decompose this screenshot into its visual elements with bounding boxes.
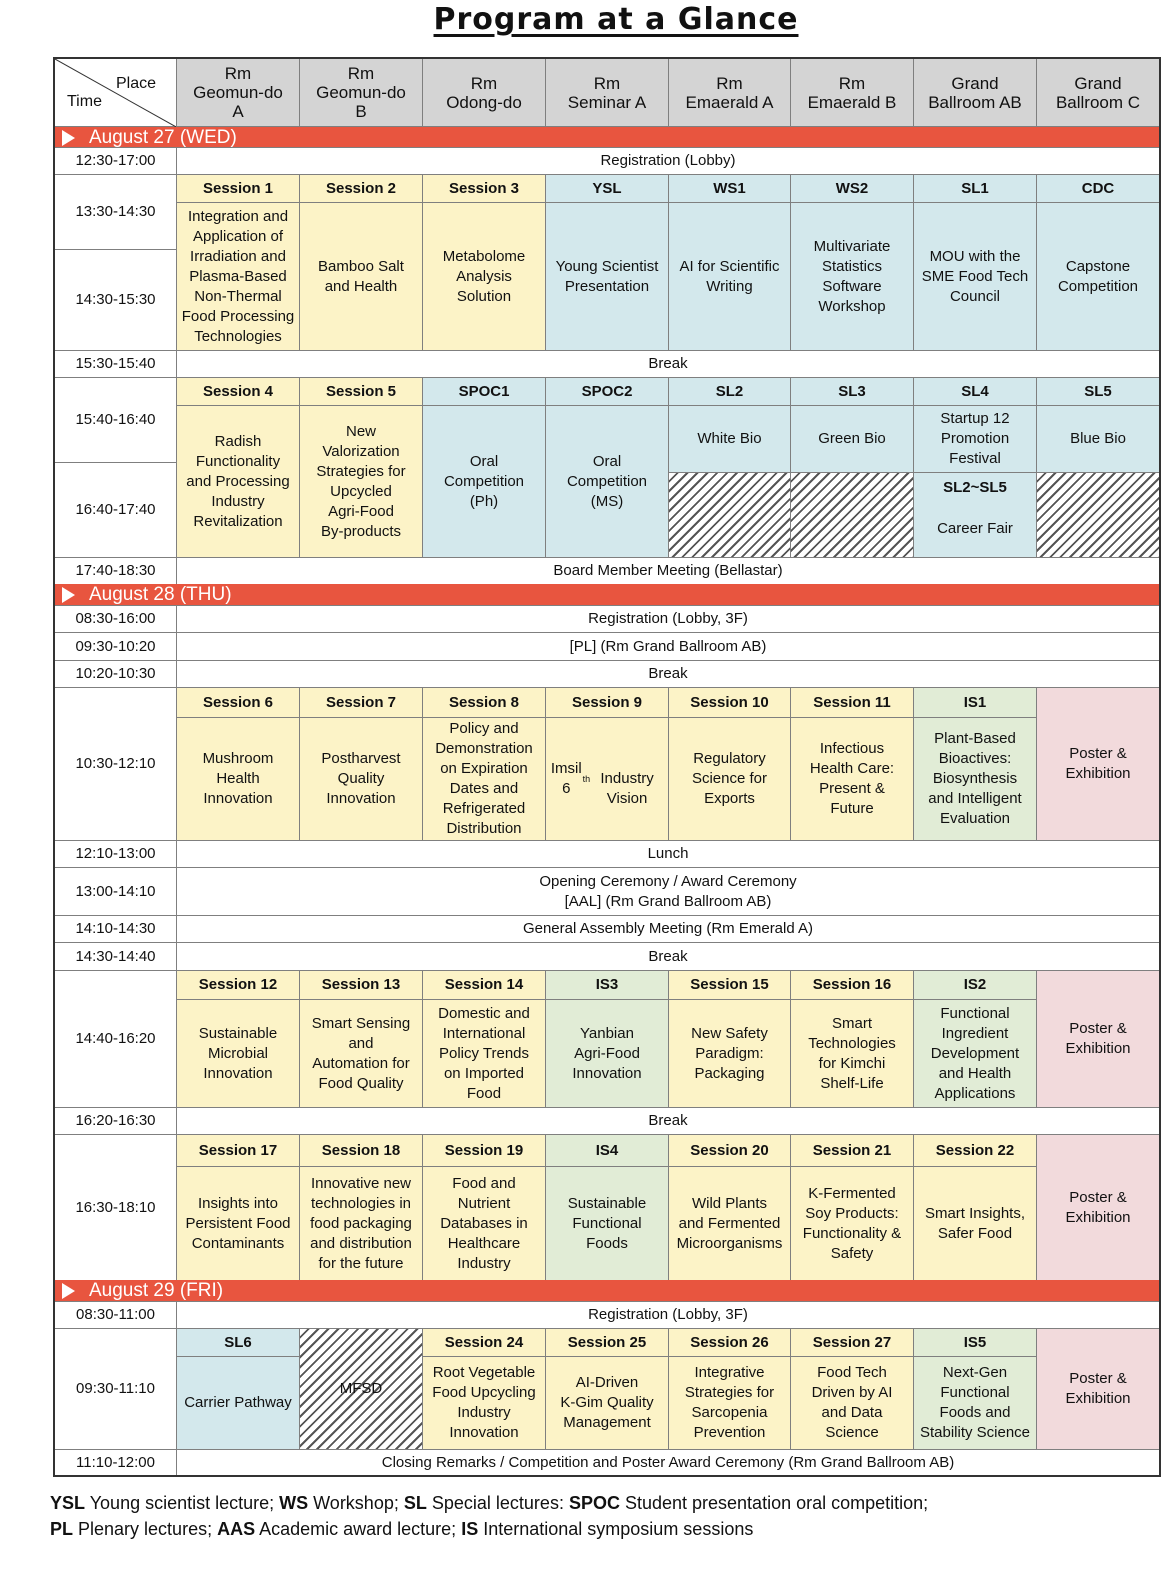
time-cell: 08:30-16:00	[54, 605, 177, 633]
legend-text: International symposium sessions	[478, 1519, 754, 1539]
session-title: Policy and Demonstration on Expiration Dates and Refrigerated Distribution	[422, 717, 546, 841]
session-title: White Bio	[668, 405, 791, 473]
session-title: Carrier Pathway	[176, 1356, 300, 1450]
poster-cell: Poster & Exhibition	[1036, 687, 1160, 841]
session-code: Session 19	[422, 1134, 546, 1167]
opening-ceremony-row: Opening Ceremony / Award Ceremony [AAL] (Rm Grand Ballroom AB)	[176, 867, 1160, 916]
session-code: Session 16	[790, 970, 914, 1000]
break-row: Break	[176, 1107, 1160, 1135]
session-code: Session 18	[299, 1134, 423, 1167]
room-header: Grand Ballroom AB	[913, 58, 1037, 127]
poster-cell: Poster & Exhibition	[1036, 1328, 1160, 1450]
session-title: Imsil 6 th Industry Vision	[545, 717, 669, 841]
session-code: IS1	[913, 687, 1037, 718]
room-header: Rm Emaerald A	[668, 58, 791, 127]
session-code: Session 6	[176, 687, 300, 718]
session-code: Session 26	[668, 1328, 791, 1357]
time-cell: 16:30-18:10	[54, 1134, 177, 1281]
break-row: Break	[176, 942, 1160, 971]
day-bar	[54, 127, 1160, 148]
session-title: Sustainable Microbial Innovation	[176, 999, 300, 1108]
time-cell: 10:20-10:30	[54, 660, 177, 688]
hatched-empty	[790, 472, 914, 558]
session-code: SPOC1	[422, 377, 546, 406]
session-code: Session 17	[176, 1134, 300, 1167]
legend-abbr: YSL	[50, 1493, 86, 1513]
page-title: Program at a Glance	[433, 2, 799, 37]
session-title: New Safety Paradigm: Packaging	[668, 999, 791, 1108]
session-title: Oral Competition (MS)	[545, 405, 669, 558]
session-code: Session 20	[668, 1134, 791, 1167]
session-title: Radish Functionality and Processing Industry Revitalization	[176, 405, 300, 558]
poster-cell: Poster & Exhibition	[1036, 970, 1160, 1108]
legend-line-1	[50, 1490, 928, 1516]
legend-abbr: WS	[279, 1493, 309, 1513]
hatched-mfsd: MFSD	[299, 1328, 423, 1450]
session-code: Session 2	[299, 174, 423, 203]
session-code: SPOC2	[545, 377, 669, 406]
session-title: Startup 12 Promotion Festival	[913, 405, 1037, 473]
time-cell: 15:30-15:40	[54, 350, 177, 378]
legend-abbr: AAS	[217, 1519, 256, 1539]
time-cell: 14:10-14:30	[54, 915, 177, 943]
break-row: Break	[176, 350, 1160, 378]
legend-abbr: SL	[403, 1493, 427, 1513]
session-title: Metabolome Analysis Solution	[422, 202, 546, 351]
session-title: Food and Nutrient Databases in Healthcare Industry	[422, 1166, 546, 1281]
legend-abbr: PL	[50, 1519, 74, 1539]
room-header: Rm Emaerald B	[790, 58, 914, 127]
time-cell: 13:30-14:30	[54, 174, 177, 250]
session-title: Green Bio	[790, 405, 914, 473]
play-icon	[62, 587, 75, 603]
session-title: Innovative new technologies in food packaging and distribution for the future	[299, 1166, 423, 1281]
session-title: Bamboo Salt and Health	[299, 202, 423, 351]
session-title: Insights into Persistent Food Contaminants	[176, 1166, 300, 1281]
day-bar	[54, 1280, 1160, 1301]
session-title: Sustainable Functional Foods	[545, 1166, 669, 1281]
session-title: Root Vegetable Food Upcycling Industry Innovation	[422, 1356, 546, 1450]
session-code: IS4	[545, 1134, 669, 1167]
time-cell: 08:30-11:00	[54, 1301, 177, 1329]
time-cell: 10:30-12:10	[54, 687, 177, 841]
session-code: Session 27	[790, 1328, 914, 1357]
session-code: Session 10	[668, 687, 791, 718]
time-cell: 17:40-18:30	[54, 557, 177, 585]
hatched-empty	[668, 472, 791, 558]
session-title: AI for Scientific Writing	[668, 202, 791, 351]
legend-text: Special lectures:	[426, 1493, 569, 1513]
session-code: CDC	[1036, 174, 1160, 203]
session-code: Session 1	[176, 174, 300, 203]
legend-line-2	[50, 1516, 753, 1542]
session-code: Session 7	[299, 687, 423, 718]
room-header: Rm Odong-do	[422, 58, 546, 127]
session-code: IS5	[913, 1328, 1037, 1357]
session-title: Domestic and International Policy Trends on Imported Food	[422, 999, 546, 1108]
room-header: Grand Ballroom C	[1036, 58, 1160, 127]
registration-row: Registration (Lobby, 3F)	[176, 1301, 1160, 1329]
session-code: SL6	[176, 1328, 300, 1357]
time-cell: 16:20-16:30	[54, 1107, 177, 1135]
time-label: Time	[67, 93, 102, 110]
place-label: Place	[115, 75, 156, 92]
time-cell: 14:30-15:30	[54, 249, 177, 351]
session-title: K-Fermented Soy Products: Functionality & Safety	[790, 1166, 914, 1281]
assembly-row: General Assembly Meeting (Rm Emerald A)	[176, 915, 1160, 943]
session-code: Session 3	[422, 174, 546, 203]
session-title: Functional Ingredient Development and Health Applications	[913, 999, 1037, 1108]
time-cell: 15:40-16:40	[54, 377, 177, 463]
closing-row: Closing Remarks / Competition and Poster Award Ceremony (Rm Grand Ballroom AB)	[176, 1449, 1160, 1477]
session-title: Career Fair	[913, 501, 1037, 558]
session-title: Smart Technologies for Kimchi Shelf-Life	[790, 999, 914, 1108]
session-code: Session 13	[299, 970, 423, 1000]
plenary-row: [PL] (Rm Grand Ballroom AB)	[176, 632, 1160, 661]
session-code: IS2	[913, 970, 1037, 1000]
session-title: Next-Gen Functional Foods and Stability Science	[913, 1356, 1037, 1450]
session-code: Session 22	[913, 1134, 1037, 1167]
session-code: YSL	[545, 174, 669, 203]
legend-text: Young scientist lecture;	[85, 1493, 280, 1513]
session-code: WS2	[790, 174, 914, 203]
session-code: Session 21	[790, 1134, 914, 1167]
time-cell: 09:30-11:10	[54, 1328, 177, 1450]
corner-header	[54, 58, 177, 127]
session-title: Food Tech Driven by AI and Data Science	[790, 1356, 914, 1450]
session-title: Plant-Based Bioactives: Biosynthesis and Intelligent Evaluation	[913, 717, 1037, 841]
time-cell: 09:30-10:20	[54, 632, 177, 661]
registration-row: Registration (Lobby, 3F)	[176, 605, 1160, 633]
day-label: August 29 (FRI)	[89, 1279, 224, 1301]
session-title: MOU with the SME Food Tech Council	[913, 202, 1037, 351]
room-header: Rm Seminar A	[545, 58, 669, 127]
board-meeting-row: Board Member Meeting (Bellastar)	[176, 557, 1160, 585]
play-icon	[62, 1283, 75, 1299]
session-code: Session 25	[545, 1328, 669, 1357]
session-code: SL1	[913, 174, 1037, 203]
session-code: IS3	[545, 970, 669, 1000]
session-title: Postharvest Quality Innovation	[299, 717, 423, 841]
legend-text: Student presentation oral competition;	[619, 1493, 929, 1513]
session-title: Capstone Competition	[1036, 202, 1160, 351]
session-code: WS1	[668, 174, 791, 203]
session-title: Blue Bio	[1036, 405, 1160, 473]
time-cell: 11:10-12:00	[54, 1449, 177, 1477]
session-title: New Valorization Strategies for Upcycled Agri-Food By-products	[299, 405, 423, 558]
session-code: Session 5	[299, 377, 423, 406]
time-cell: 14:30-14:40	[54, 942, 177, 971]
time-cell: 14:40-16:20	[54, 970, 177, 1108]
session-title: Wild Plants and Fermented Microorganisms	[668, 1166, 791, 1281]
session-code: SL5	[1036, 377, 1160, 406]
session-code: Session 14	[422, 970, 546, 1000]
hatched-empty	[1036, 472, 1160, 558]
session-title: Smart Sensing and Automation for Food Quality	[299, 999, 423, 1108]
room-header: Rm Geomun-do A	[176, 58, 300, 127]
room-header: Rm Geomun-do B	[299, 58, 423, 127]
legend-text: Workshop;	[308, 1493, 404, 1513]
session-code: SL2	[668, 377, 791, 406]
day-label: August 27 (WED)	[89, 126, 237, 148]
session-title: Smart Insights, Safer Food	[913, 1166, 1037, 1281]
session-code: SL2~SL5	[913, 472, 1037, 503]
time-cell: 12:30-17:00	[54, 147, 177, 175]
legend-abbr: SPOC	[568, 1493, 620, 1513]
time-cell: 16:40-17:40	[54, 462, 177, 558]
session-code: Session 11	[790, 687, 914, 718]
session-title: Young Scientist Presentation	[545, 202, 669, 351]
time-cell: 12:10-13:00	[54, 840, 177, 868]
session-title: Multivariate Statistics Software Workshop	[790, 202, 914, 351]
registration-row: Registration (Lobby)	[176, 147, 1160, 175]
session-code: Session 9	[545, 687, 669, 718]
legend-abbr: IS	[461, 1519, 479, 1539]
session-code: Session 12	[176, 970, 300, 1000]
session-title: Integrative Strategies for Sarcopenia Prevention	[668, 1356, 791, 1450]
legend-text: Academic award lecture;	[255, 1519, 462, 1539]
session-code: Session 8	[422, 687, 546, 718]
session-title: Regulatory Science for Exports	[668, 717, 791, 841]
session-code: SL4	[913, 377, 1037, 406]
session-title: Mushroom Health Innovation	[176, 717, 300, 841]
session-title: Oral Competition (Ph)	[422, 405, 546, 558]
day-label: August 28 (THU)	[89, 583, 232, 605]
session-code: Session 4	[176, 377, 300, 406]
legend-text: Plenary lectures;	[73, 1519, 218, 1539]
session-code: Session 15	[668, 970, 791, 1000]
time-cell: 13:00-14:10	[54, 867, 177, 916]
session-title: Integration and Application of Irradiation and Plasma-Based Non-Thermal Food Processing Technologies	[176, 202, 300, 351]
play-icon	[62, 130, 75, 146]
poster-cell: Poster & Exhibition	[1036, 1134, 1160, 1281]
session-code: SL3	[790, 377, 914, 406]
break-row: Break	[176, 660, 1160, 688]
session-title: Infectious Health Care: Present & Future	[790, 717, 914, 841]
day-bar	[54, 584, 1160, 605]
session-code: Session 24	[422, 1328, 546, 1357]
session-title: AI-Driven K-Gim Quality Management	[545, 1356, 669, 1450]
lunch-row: Lunch	[176, 840, 1160, 868]
session-title: Yanbian Agri-Food Innovation	[545, 999, 669, 1108]
